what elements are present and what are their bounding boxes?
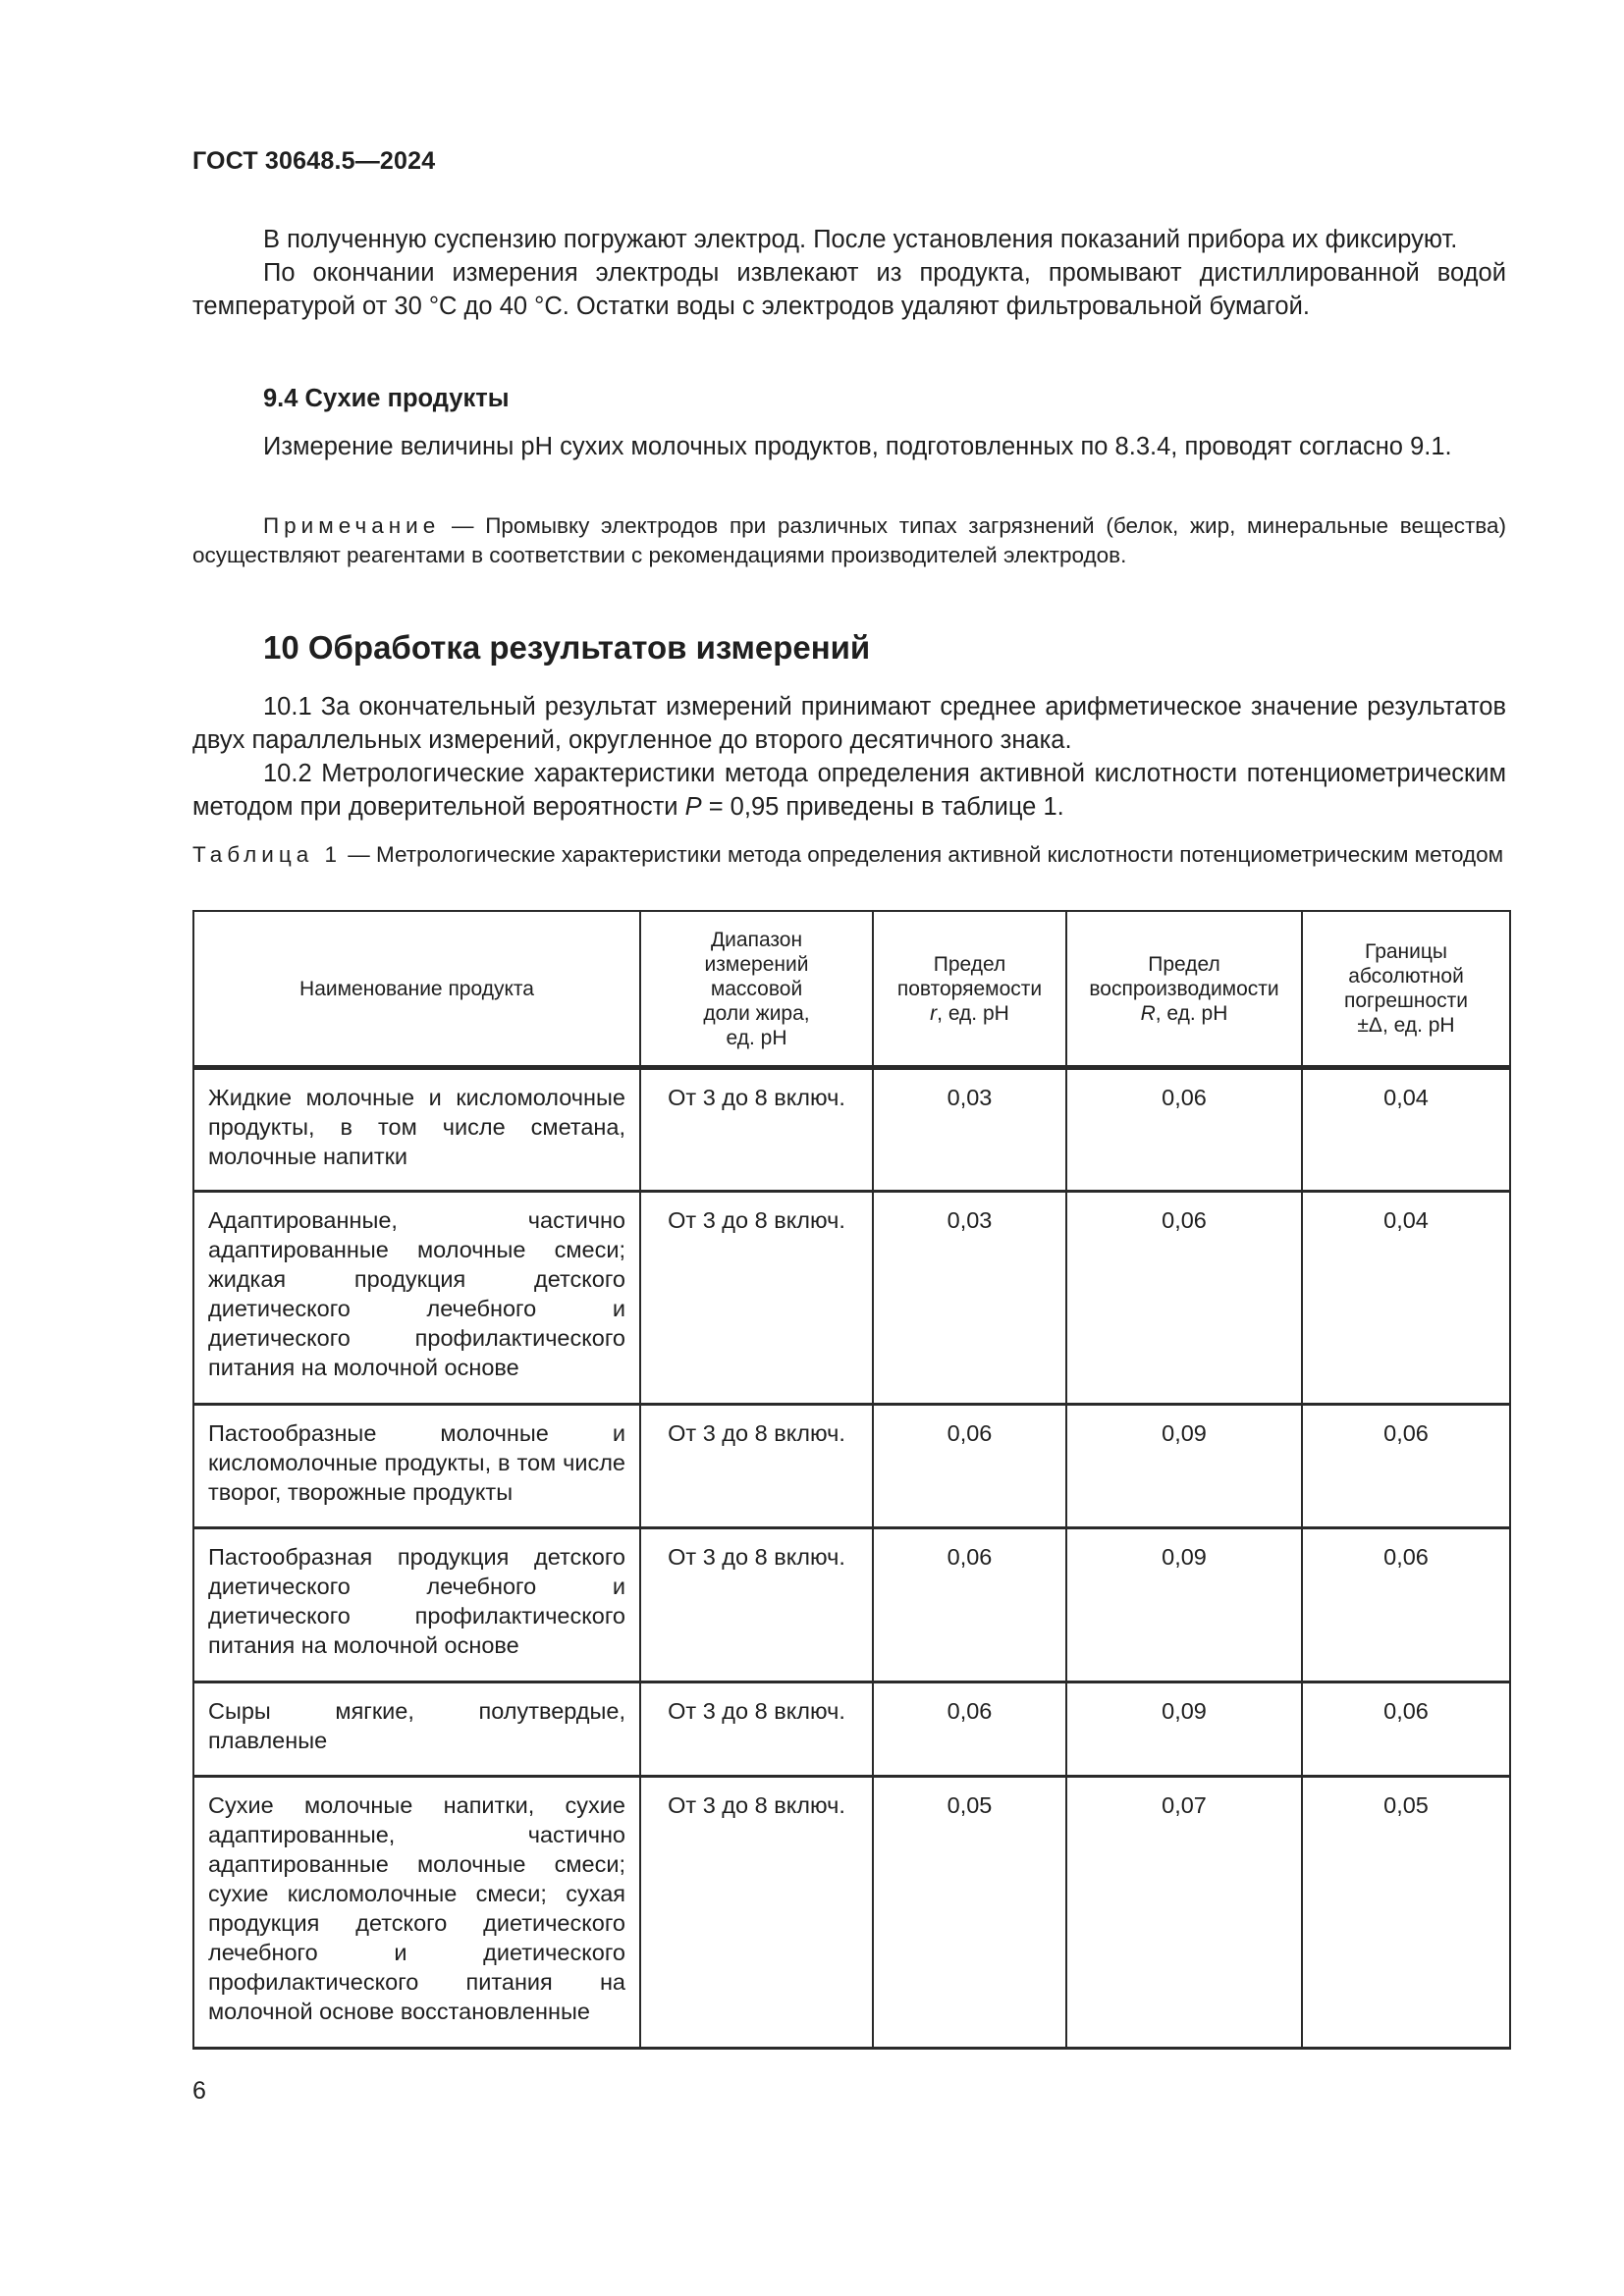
paragraph-10-2 [192,757,1506,824]
cell-repeatability: 0,03 [873,1068,1066,1192]
cell-repeatability: 0,06 [873,1405,1066,1528]
cell-reproducibility: 0,07 [1066,1777,1302,2049]
table-row [193,1777,1510,2049]
cell-product: Пастообразные молочные и кисломолочные продукты, в том числе творог, творожные продукты [193,1405,640,1528]
header-error-unit: ±Δ, ед. рН [1357,1014,1455,1037]
cell-reproducibility: 0,09 [1066,1405,1302,1528]
cell-product: Жидкие молочные и кисломолочные продукты, в том числе сметана, молочные напитки [193,1068,640,1192]
paragraph-electrode: В полученную суспензию погружают электрод. После установления показаний прибора их фиксируют. [263,226,1458,253]
cell-range: От 3 до 8 включ. [640,1682,873,1777]
header-reproducibility-var: R [1140,1001,1156,1025]
header-reproducibility [1066,911,1302,1068]
cell-error: 0,06 [1302,1528,1510,1682]
header-repeatability [873,911,1066,1068]
cell-error: 0,06 [1302,1682,1510,1777]
table-caption-label: Таблица 1 [192,842,342,867]
document-header: ГОСТ 30648.5—2024 [192,147,436,175]
cell-error: 0,04 [1302,1068,1510,1192]
table-row [193,1068,1510,1192]
paragraph-10-2-start: 10.2 Метрологические характеристики метода определения активной кислотности потенциометрическим методом при доверительной вероятности [192,760,1506,821]
cell-error: 0,05 [1302,1777,1510,2049]
table-caption-text: — Метрологические характеристики метода определения активной кислотности потенциометрическим методом [342,842,1504,867]
header-reproducibility-unit: , ед. рН [1155,1001,1228,1025]
table-header-row [193,911,1510,1068]
header-range-text: Диапазон измерений массовой доли жира, ед. рН [703,928,810,1049]
header-range [640,911,873,1068]
cell-range: От 3 до 8 включ. [640,1192,873,1405]
header-repeatability-text: Предел повторяемости [896,952,1043,1000]
note-label: Примечание [263,513,441,538]
metrology-table [192,910,1511,2050]
cell-reproducibility: 0,09 [1066,1682,1302,1777]
cell-product: Сыры мягкие, полутвердые, плавленые [193,1682,640,1777]
cell-product: Сухие молочные напитки, сухие адаптированные, частично адаптированные молочные смеси; сухие кисломолочные смеси; сухая продукция детского диетического лечебного и диетического профилактического питания на молочной основе восстановленные [193,1777,640,2049]
table-row [193,1682,1510,1777]
cell-range: От 3 до 8 включ. [640,1405,873,1528]
paragraph-rinse: По окончании измерения электроды извлекают из продукта, промывают дистиллированной водой температурой от 30 °С до 40 °С. Остатки воды с электродов удаляют фильтровальной бумагой. [192,259,1506,320]
cell-reproducibility: 0,06 [1066,1068,1302,1192]
table-row [193,1405,1510,1528]
cell-repeatability: 0,06 [873,1528,1066,1682]
page-number: 6 [192,2077,206,2105]
section-9-4-body [192,430,1506,463]
probability-variable: P [684,793,702,821]
section-9-4-text: Измерение величины рН сухих молочных продуктов, подготовленных по 8.3.4, проводят согласно 9.1. [263,433,1452,460]
cell-range: От 3 до 8 включ. [640,1777,873,2049]
section-10-body [192,690,1506,824]
cell-product: Пастообразная продукция детского диетического лечебного и диетического профилактического питания на молочной основе [193,1528,640,1682]
paragraph-10-2-end: = 0,95 приведены в таблице 1. [701,793,1064,821]
table-row [193,1192,1510,1405]
note [192,511,1506,570]
paragraph-10-1: 10.1 За окончательный результат измерений принимают среднее арифметическое значение результатов двух параллельных измерений, округленное до второго десятичного знака. [192,693,1506,754]
header-product: Наименование продукта [193,911,640,1068]
header-repeatability-var: r [930,1001,938,1025]
header-error [1302,911,1510,1068]
header-error-text: Границы абсолютной погрешности [1343,940,1469,1012]
cell-range: От 3 до 8 включ. [640,1068,873,1192]
note-text: — Промывку электродов при различных типах загрязнений (белок, жир, минеральные вещества) осуществляют реагентами в соответствии с рекомендациями производителей электродов. [192,513,1506,567]
table-caption [192,840,1506,870]
cell-repeatability: 0,06 [873,1682,1066,1777]
table-row [193,1528,1510,1682]
intro-paragraphs [192,223,1506,323]
section-9-4-title: 9.4 Сухие продукты [263,385,510,412]
cell-error: 0,06 [1302,1405,1510,1528]
cell-product: Адаптированные, частично адаптированные молочные смеси; жидкая продукция детского диетического лечебного и диетического профилактического питания на молочной основе [193,1192,640,1405]
cell-range: От 3 до 8 включ. [640,1528,873,1682]
section-10-title: 10 Обработка результатов измерений [263,629,871,666]
cell-repeatability: 0,05 [873,1777,1066,2049]
header-repeatability-unit: , ед. рН [937,1001,1009,1025]
cell-error: 0,04 [1302,1192,1510,1405]
cell-repeatability: 0,03 [873,1192,1066,1405]
cell-reproducibility: 0,09 [1066,1528,1302,1682]
header-reproducibility-text: Предел воспроизводимости [1089,952,1279,1000]
cell-reproducibility: 0,06 [1066,1192,1302,1405]
